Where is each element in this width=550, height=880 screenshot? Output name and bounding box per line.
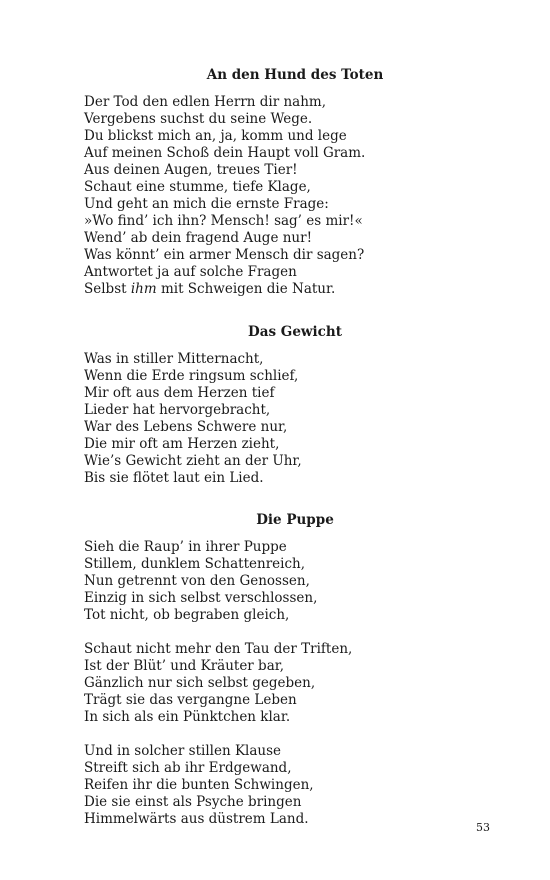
poem-line: Streift sich ab ihr Erdgewand, xyxy=(84,760,292,776)
poem-line: Stillem, dunklem Schattenreich, xyxy=(84,556,306,572)
poem-line: Himmelwärts aus düstrem Land. xyxy=(84,811,309,827)
poem-line: Lieder hat hervorgebracht, xyxy=(84,402,271,418)
poem-body xyxy=(84,539,494,828)
stanza xyxy=(84,94,494,298)
poem-title: An den Hund des Toten xyxy=(206,67,384,83)
poem-line: Reifen ihr die bunten Schwingen, xyxy=(84,777,314,793)
poem-line: Schaut nicht mehr den Tau der Triften, xyxy=(84,641,353,657)
poem-body xyxy=(84,351,494,487)
poem-line: Tot nicht, ob begraben gleich, xyxy=(84,607,290,623)
page-content xyxy=(84,66,494,828)
poem-line: Was könnt’ ein armer Mensch dir sagen? xyxy=(84,247,365,263)
poem-line: »Wo find’ ich ihn? Mensch! sag’ es mir!« xyxy=(84,213,363,229)
poem-line: Die sie einst als Psyche bringen xyxy=(84,794,302,810)
stanza xyxy=(84,641,494,726)
poem-an-den-hund-des-toten xyxy=(84,66,494,298)
poem-die-puppe xyxy=(84,511,494,828)
poem-line: Auf meinen Schoß dein Haupt voll Gram. xyxy=(84,145,366,161)
poem-line: Vergebens suchst du seine Wege. xyxy=(84,111,313,127)
stanza xyxy=(84,351,494,487)
poem-line: Wend’ ab dein fragend Auge nur! xyxy=(84,230,312,246)
poem-line: War des Lebens Schwere nur, xyxy=(84,419,288,435)
poem-line: Schaut eine stumme, tiefe Klage, xyxy=(84,179,311,195)
poem-line: Mir oft aus dem Herzen tief xyxy=(84,385,275,401)
poem-line: Antwortet ja auf solche Fragen xyxy=(84,264,297,280)
poem-line: Trägt sie das vergangne Leben xyxy=(84,692,297,708)
poem-line: Gänzlich nur sich selbst gegeben, xyxy=(84,675,316,691)
poem-line: In sich als ein Pünktchen klar. xyxy=(84,709,291,725)
poem-line: Der Tod den edlen Herrn dir nahm, xyxy=(84,94,327,110)
poem-line: Und in solcher stillen Klause xyxy=(84,743,282,759)
poem-line: Ist der Blüt’ und Kräuter bar, xyxy=(84,658,285,674)
poem-line: Was in stiller Mitternacht, xyxy=(84,351,264,367)
poem-line: Selbst ihm mit Schweigen die Natur. xyxy=(84,281,336,297)
poem-body xyxy=(84,94,494,298)
poem-line: Aus deinen Augen, treues Tier! xyxy=(84,162,298,178)
stanza xyxy=(84,743,494,828)
poem-title: Das Gewicht xyxy=(248,324,342,340)
stanza xyxy=(84,539,494,624)
poem-line: Wenn die Erde ringsum schlief, xyxy=(84,368,299,384)
poem-line: Sieh die Raup’ in ihrer Puppe xyxy=(84,539,287,555)
poem-line: Du blickst mich an, ja, komm und lege xyxy=(84,128,347,144)
poem-title: Die Puppe xyxy=(256,512,334,528)
page-number: 53 xyxy=(476,821,490,834)
poem-line: Einzig in sich selbst verschlossen, xyxy=(84,590,318,606)
poem-das-gewicht xyxy=(84,323,494,487)
poem-line: Nun getrennt von den Genossen, xyxy=(84,573,310,589)
poem-line: Und geht an mich die ernste Frage: xyxy=(84,196,329,212)
poem-line: Wie’s Gewicht zieht an der Uhr, xyxy=(84,453,302,469)
poem-line: Bis sie flötet laut ein Lied. xyxy=(84,470,264,486)
poem-line: Die mir oft am Herzen zieht, xyxy=(84,436,280,452)
